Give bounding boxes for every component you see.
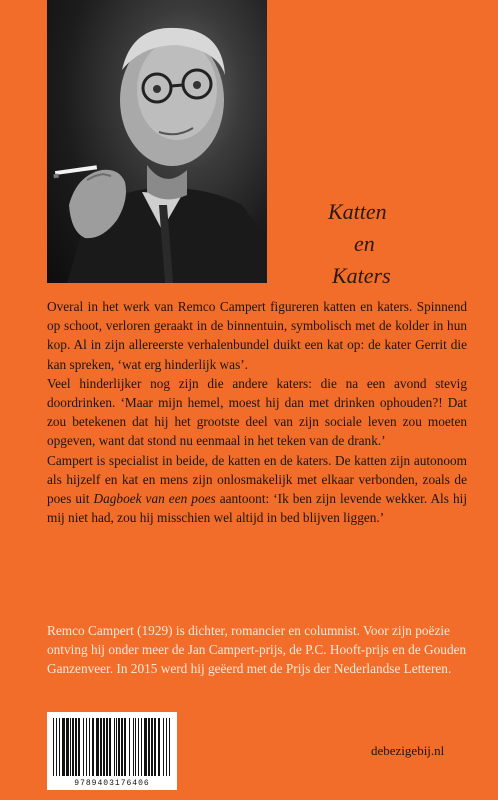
- barcode-bar: [151, 718, 153, 776]
- barcode-bar: [124, 718, 126, 776]
- barcode-bar: [118, 718, 120, 776]
- blurb-p3-start: Campert is specialist in beide, de katten en de katers. De katten zijn autonoom als hijzelf en kat en mens zijn onlosmakelijk met elkaar verbonden, zoals de poes uit: [47, 452, 467, 507]
- barcode-bar: [89, 718, 90, 776]
- title-line-en: en: [354, 231, 375, 256]
- barcode-bar: [56, 718, 57, 776]
- author-bio-text: Remco Campert (1929) is dichter, romancier en columnist. Voor zijn poëzie ontving hij onder meer de Jan Campert-prijs, de P.C. Hooft-prijs en de Gouden Ganzenveer. In 2015 werd hij geëerd met de Prijs der Nederlandse Letteren.: [47, 623, 467, 677]
- blurb-p3-book-title: Dagboek van een poes: [93, 491, 216, 507]
- barcode-bar: [135, 718, 136, 776]
- barcode-bar: [59, 718, 60, 776]
- author-portrait-illustration: [47, 0, 267, 283]
- barcode-bar: [138, 718, 139, 776]
- barcode-bar: [114, 718, 115, 776]
- barcode-bar: [141, 718, 142, 776]
- barcode-bar: [92, 718, 94, 776]
- barcode-bar: [144, 718, 147, 776]
- barcode-bar: [169, 718, 170, 776]
- barcode-bar: [70, 718, 71, 776]
- book-title: [300, 196, 430, 292]
- barcode-bar: [62, 718, 65, 776]
- title-line-katten: Katten: [328, 199, 387, 224]
- barcode-bar: [106, 718, 108, 776]
- barcode-bar: [53, 718, 54, 776]
- blurb-text: [47, 297, 467, 527]
- blurb-paragraph-3: [47, 451, 467, 528]
- isbn-barcode: [47, 712, 177, 790]
- barcode-bar: [163, 718, 164, 776]
- barcode-bar: [100, 718, 102, 776]
- barcode-bar: [75, 718, 77, 776]
- barcode-bar: [116, 718, 117, 776]
- barcode-bar: [103, 718, 105, 776]
- barcode-bar: [72, 718, 74, 776]
- barcode-bar: [148, 718, 150, 776]
- barcode-bar: [86, 718, 87, 776]
- barcode-bar: [166, 718, 167, 776]
- barcode-bar: [121, 718, 123, 776]
- barcode-bar: [109, 718, 111, 776]
- barcode-bar: [66, 718, 69, 776]
- barcode-bar: [83, 718, 84, 776]
- barcode-bar: [78, 718, 80, 776]
- barcode-bar: [133, 718, 134, 776]
- blurb-p3-end: aantoont: ‘Ik ben zijn levende wekker. Als hij mij niet had, zou hij misschien wel altijd in bed blijven liggen.’: [47, 491, 468, 526]
- author-bio: [47, 621, 467, 679]
- title-line-katers: Katers: [332, 263, 391, 288]
- isbn-number: 9789403176406: [74, 779, 150, 788]
- barcode-bar: [96, 718, 99, 776]
- barcode-bars: [53, 718, 171, 776]
- blurb-paragraph-2: Veel hinderlijker nog zijn die andere katers: die na een avond stevig doordrinken. ‘Maar mijn hemel, moest hij dan met drinken ophouden?! Dat zou betekenen dat hij het grootste deel van zijn sociale leven zou moeten opgeven, want dat stond nu eenmaal in het teken van de drank.’: [47, 375, 467, 449]
- author-photo: [47, 0, 267, 283]
- barcode-bar: [129, 718, 130, 776]
- barcode-bar: [158, 718, 160, 776]
- blurb-paragraph-1: Overal in het werk van Remco Campert figureren katten en katers. Spinnend op schoot, verloren geraakt in de binnentuin, symbolisch met de kolder in hun kop. Al in zijn allereerste verhalenbundel duikt een kat op: de kater Gerrit die kan spreken, ‘wat erg hinderlijk was’.: [47, 299, 467, 372]
- barcode-bar: [154, 718, 156, 776]
- publisher-url: debezigebij.nl: [371, 743, 445, 758]
